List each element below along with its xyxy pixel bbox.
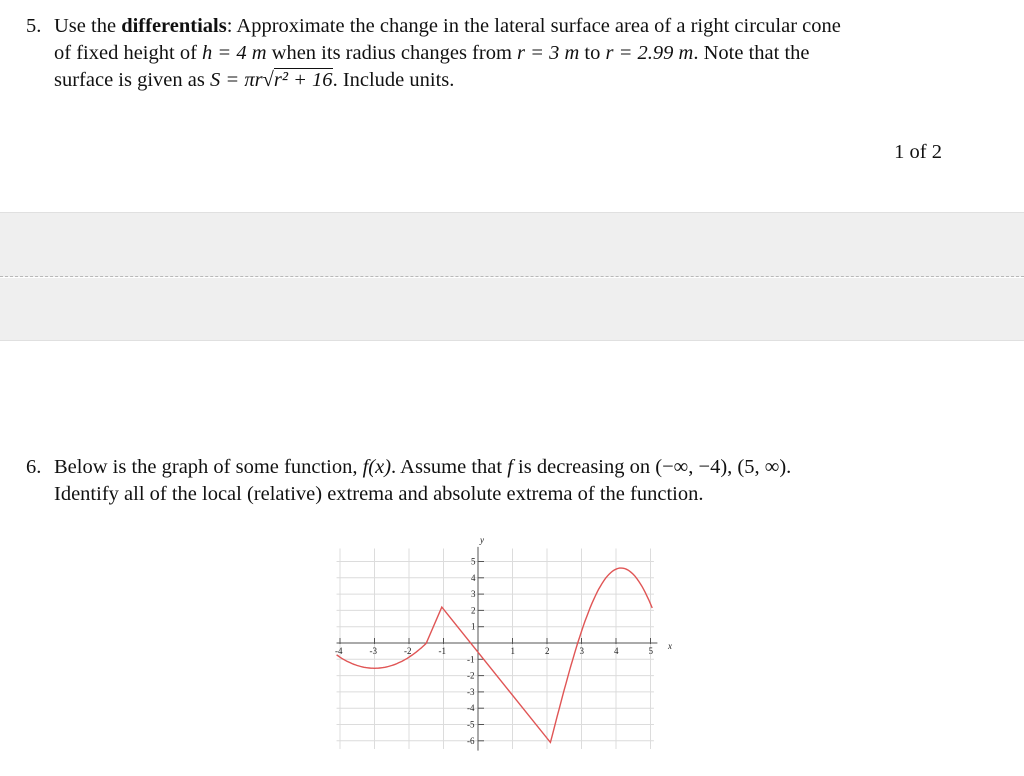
y-tick-label: -6 bbox=[467, 735, 475, 746]
problem-6 bbox=[26, 454, 966, 508]
page-break-band-bottom bbox=[0, 278, 1024, 341]
p5-text-3: of fixed height of bbox=[54, 42, 203, 64]
p5-text-1: Use the bbox=[54, 15, 122, 37]
p5-bold-term: differentials bbox=[121, 15, 227, 37]
p5-text-2: : Approximate the change in the lateral surface area of a right circular cone bbox=[226, 15, 841, 37]
p6-text-3: is decreasing on bbox=[512, 456, 656, 478]
p6-fx: f(x) bbox=[362, 456, 392, 478]
x-axis-label: x bbox=[668, 641, 672, 651]
p6-line-2: Identify all of the local (relative) extrema and absolute extrema of the function. bbox=[54, 483, 704, 505]
y-tick-label: 3 bbox=[471, 589, 476, 600]
p5-r2: r = 2.99 m bbox=[605, 42, 694, 64]
p5-formula-sqrt: r² + 16 bbox=[273, 69, 333, 91]
x-tick-label: 4 bbox=[614, 646, 619, 656]
p6-f: f bbox=[507, 456, 513, 478]
x-tick-label: 1 bbox=[510, 646, 515, 656]
p6-text-2: . Assume that bbox=[391, 456, 508, 478]
p6-text-1: Below is the graph of some function, bbox=[54, 456, 363, 478]
x-tick-label: -4 bbox=[335, 646, 343, 656]
y-axis-label: y bbox=[480, 535, 484, 545]
y-tick-label: 4 bbox=[471, 572, 476, 583]
x-tick-label: -2 bbox=[404, 646, 412, 656]
p5-height-eq: h = 4 m bbox=[202, 42, 267, 64]
problem-5: 5. Use the differentials: Approximate the change in the lateral surface area of a right circular cone of fixed height of h = 4 m when its radius changes from r = 3 m to r = 2.99 m. Note that the surface is given as S = πr√r² + 16. Include units. bbox=[26, 15, 841, 91]
p6-intervals: (−∞, −4), (5, ∞). bbox=[655, 456, 792, 478]
graph-ticks bbox=[335, 557, 654, 746]
y-tick-label: -2 bbox=[467, 670, 475, 681]
problem-6-number: 6. bbox=[26, 456, 42, 478]
p5-text-7: surface is given as bbox=[54, 69, 210, 91]
y-tick-label: 2 bbox=[471, 605, 476, 616]
x-tick-label: 2 bbox=[545, 646, 550, 656]
y-tick-label: -5 bbox=[467, 719, 475, 730]
page-number: 1 of 2 bbox=[894, 141, 942, 163]
x-tick-label: -1 bbox=[438, 646, 446, 656]
graph-grid bbox=[337, 548, 654, 748]
p5-formula-a: S = πr bbox=[209, 69, 263, 91]
p5-text-8: . Include units. bbox=[332, 69, 455, 91]
y-tick-label: -3 bbox=[467, 686, 475, 697]
problem-5-number: 5. bbox=[26, 15, 42, 37]
y-tick-label: -4 bbox=[467, 703, 475, 714]
p5-text-4: when its radius changes from bbox=[266, 42, 518, 64]
y-tick-label: -1 bbox=[467, 654, 475, 665]
p5-text-6: . Note that the bbox=[693, 42, 810, 64]
x-tick-label: 3 bbox=[579, 646, 584, 656]
function-graph bbox=[330, 530, 690, 760]
page-break-band-top bbox=[0, 212, 1024, 277]
page-break-dashed-line bbox=[0, 276, 1024, 277]
p5-text-5: to bbox=[579, 42, 606, 64]
y-tick-label: 5 bbox=[471, 556, 476, 567]
x-tick-label: -3 bbox=[369, 646, 377, 656]
y-tick-label: 1 bbox=[471, 621, 476, 632]
x-tick-label: 5 bbox=[648, 646, 653, 656]
p5-r1: r = 3 m bbox=[517, 42, 580, 64]
